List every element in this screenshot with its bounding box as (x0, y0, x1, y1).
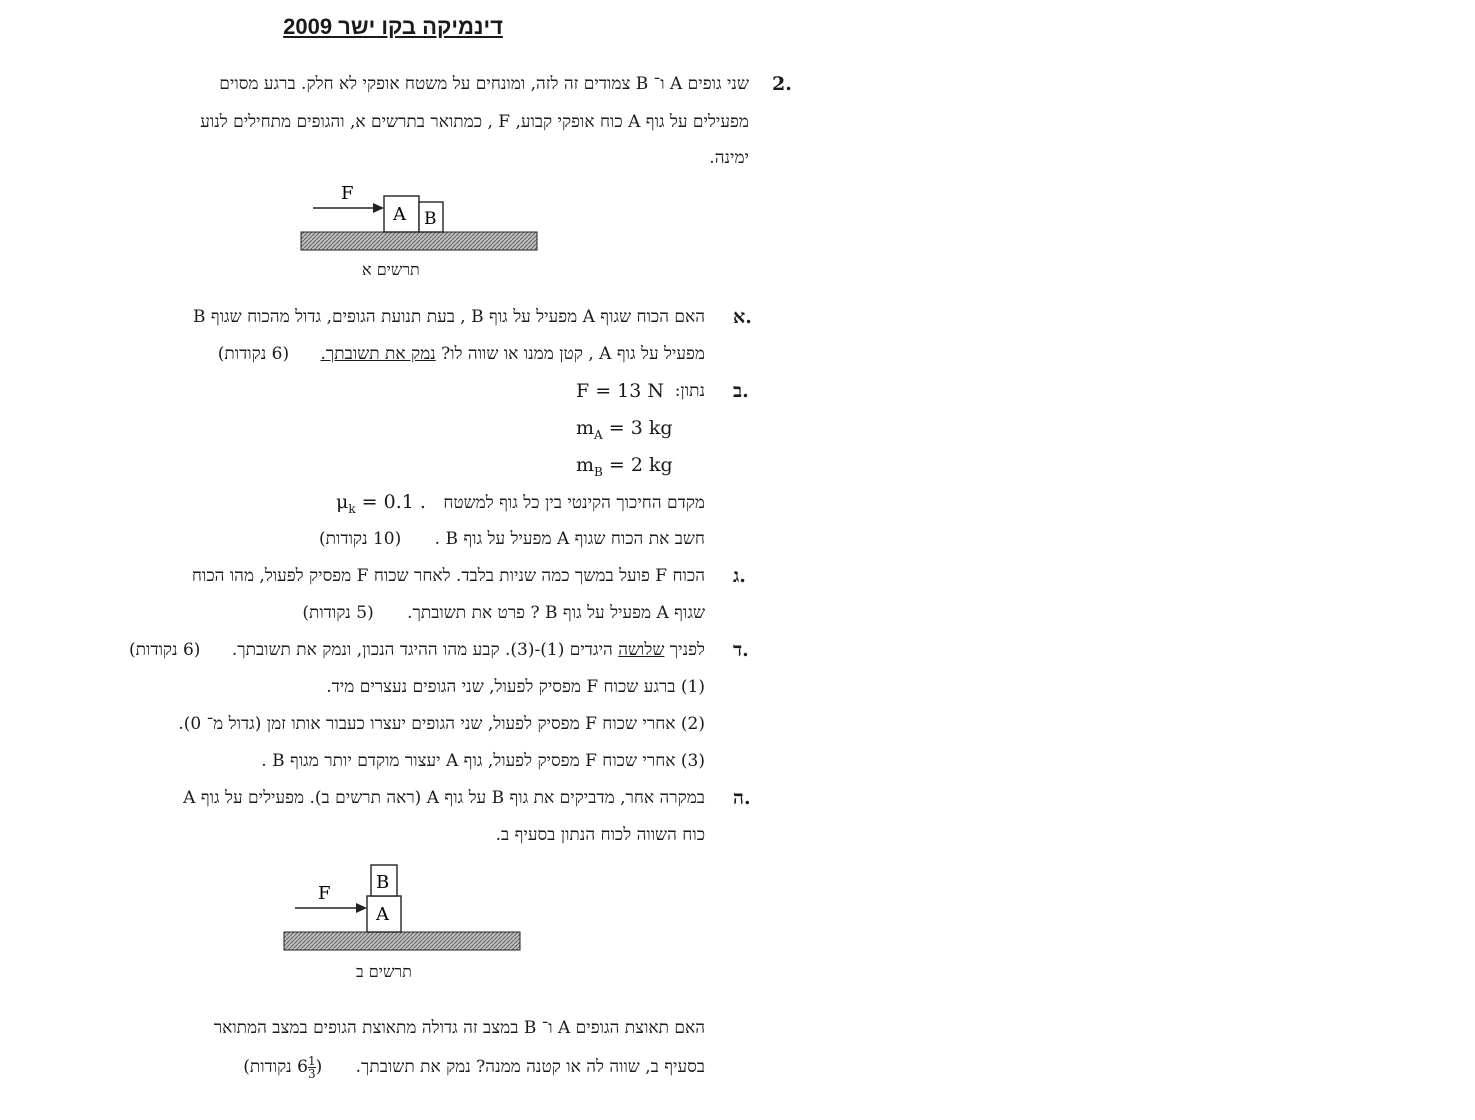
statement-2: (2) אחרי שכוח F מפסיק לפעול, שני הגופים יעצרו כעבור אותו זמן (גדול מ־ 0). (178, 714, 705, 734)
page-title: דינמיקה בקו ישר 2009 (283, 14, 503, 39)
part-b-question: חשב את הכוח שגוף A מפעיל על גוף B . (10 נקודות) (319, 529, 705, 549)
part-d-emphasis: שלושה (618, 640, 665, 660)
given-mass-a: $m_A = 3$ kg (576, 417, 673, 442)
part-a-emphasis: נמק את תשובתך. (320, 344, 436, 364)
part-d-intro: לפניך שלושה היגדים (1)-(3). קבע מהו ההיגד הנכון, ונמק את תשובתך. (6 נקודות) (129, 640, 705, 660)
part-b-marker: ב. (733, 380, 749, 402)
arrow-head-icon (356, 903, 367, 913)
part-b-points: (10 נקודות) (319, 529, 402, 549)
question-number: 2. (772, 73, 792, 95)
statement-1: (1) ברגע שכוח F מפסיק לפעול, שני הגופים נעצרים מיד. (326, 677, 705, 697)
figure-a (296, 180, 542, 260)
force-label-a: F (341, 183, 354, 204)
block-b-label-b: B (376, 872, 390, 893)
statement-3: (3) אחרי שכוח F מפסיק לפעול, גוף A יעצור מוקדם יותר מגוף B . (261, 751, 705, 771)
part-d-points: (6 נקודות) (129, 640, 201, 660)
given-label: נתון: (674, 381, 705, 401)
block-b-label: B (424, 209, 437, 229)
force-label-b: F (318, 883, 331, 904)
figure-b-caption: תרשים ב (356, 962, 412, 981)
part-a-line-2: מפעיל על גוף A , קטן ממנו או שווה לו? נמק את תשובתך. (6 נקודות) (217, 344, 705, 364)
figure-a-caption: תרשים א (362, 260, 420, 279)
part-e-line-2: כוח השווה לכוח הנתון בסעיף ב. (495, 825, 705, 845)
arrow-head-icon (373, 203, 384, 213)
part-a-points: (6 נקודות) (217, 344, 290, 364)
part-c-line-1: הכוח F פועל במשך כמה שניות בלבד. לאחר שכוח F מפסיק לפעול, מהו הכוח (191, 566, 705, 586)
part-a-line-1: האם הכוח שגוף A מפעיל על גוף B , בעת תנועת הגופים, גדול מהכוח שגוף B (192, 307, 705, 327)
ground-a (301, 232, 537, 250)
part-e-question-2: בסעיף ב, שווה לה או קטנה ממנה? נמק את תשובתך. (6 $\frac{1}{3}$ נקודות) (243, 1054, 705, 1081)
figure-b (278, 860, 524, 954)
part-d-marker: ד. (733, 639, 749, 661)
intro-line-2: מפעילים על גוף A כוח אופקי קבוע, F , כמתואר בתרשים א, והגופים מתחילים לנוע (200, 112, 749, 132)
part-e-question-1: האם תאוצת הגופים A ו־ B במצב זה גדולה מתאוצת הגופים במצב המתואר (213, 1018, 705, 1038)
given-force: F = 13 N (576, 380, 665, 402)
ground-b (284, 932, 520, 950)
block-a-label-b: A (376, 904, 389, 925)
part-a-marker: א. (733, 306, 752, 328)
part-e-points: (6 $\frac{1}{3}$ נקודות) (243, 1054, 323, 1081)
part-c-marker: ג. (733, 565, 746, 587)
intro-line-3: ימינה. (709, 148, 749, 168)
friction-line: מקדם החיכוך הקינטי בין כל גוף למשטח $\mu_k = 0.1$ . (335, 491, 705, 516)
intro-line-1: שני גופים A ו־ B צמודים זה לזה, ומונחים על משטח אופקי לא חלק. ברגע מסוים (219, 74, 749, 94)
block-a-label: A (393, 204, 406, 225)
given-mass-b: $m_B = 2$ kg (576, 454, 673, 479)
part-e-marker: ה. (733, 787, 751, 809)
part-c-points: (5 נקודות) (302, 603, 374, 623)
part-c-line-2: שגוף A מפעיל על גוף B ? פרט את תשובתך. (5 נקודות) (302, 603, 705, 623)
part-e-line-1: במקרה אחר, מדביקים את גוף B על גוף A (ראה תרשים ב). מפעילים על גוף A (183, 788, 705, 808)
